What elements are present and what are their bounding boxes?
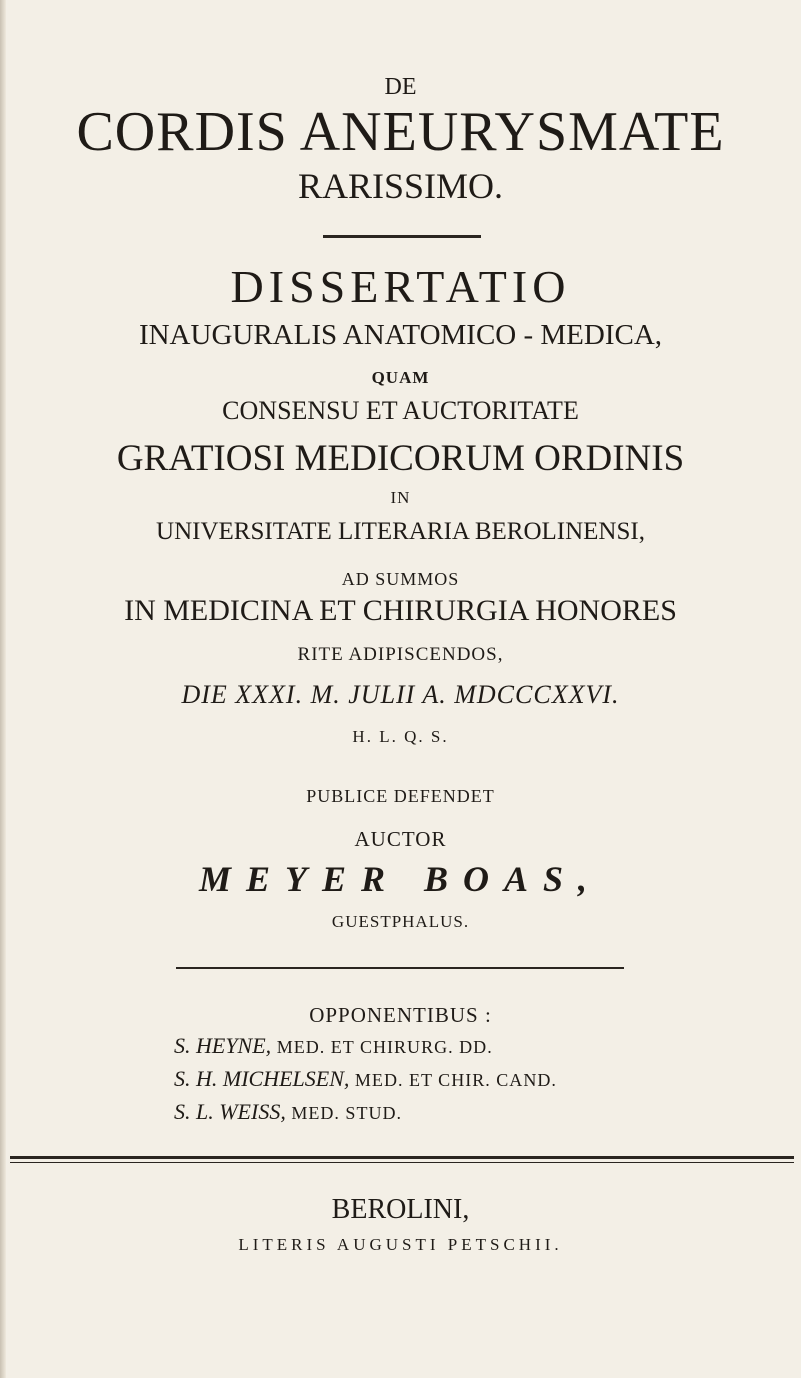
dissertatio-line-1: INAUGURALIS ANATOMICO - MEDICA, (138, 319, 663, 351)
dissertatio-line-7: AD SUMMOS (341, 569, 460, 589)
author-origin: GUESTPHALUS. (331, 912, 470, 931)
defendet-line: PUBLICE DEFENDET (306, 786, 495, 806)
dissertatio-line-3: CONSENSU ET AUCTORITATE (222, 396, 579, 425)
divider-rule (176, 967, 624, 969)
imprint-city: BEROLINI, (331, 1194, 470, 1225)
dissertatio-line-4: GRATIOSI MEDICORUM ORDINIS (116, 438, 685, 479)
opponent-name: S. HEYNE, (174, 1033, 272, 1058)
opponent-name: S. H. MICHELSEN, (174, 1066, 350, 1091)
dissertatio-line-9: RITE ADIPISCENDOS, (297, 644, 504, 665)
main-title: CORDIS ANEURYSMATE (76, 101, 725, 163)
opponent-title: MED. ET CHIRURG. DD. (276, 1037, 493, 1057)
opponent-title: MED. ET CHIR. CAND. (354, 1070, 557, 1090)
opponent-row (174, 1033, 493, 1059)
subtitle: RARISSIMO. (297, 166, 504, 206)
opponent-row (174, 1099, 402, 1125)
opponent-title: MED. STUD. (291, 1103, 403, 1123)
author-name: MEYER BOAS, (198, 859, 603, 899)
imprint-printer: LITERIS AUGUSTI PETSCHII. (238, 1235, 563, 1254)
opponent-row (174, 1066, 557, 1092)
short-rule (323, 235, 481, 238)
title-de: DE (384, 74, 417, 100)
opponent-name: S. L. WEISS, (174, 1099, 286, 1124)
double-rule-top (10, 1156, 794, 1159)
dissertatio-heading: DISSERTATIO (230, 261, 571, 312)
dissertatio-line-2: QUAM (371, 368, 430, 387)
double-rule-bottom (10, 1162, 794, 1163)
dissertatio-line-8: IN MEDICINA ET CHIRURGIA HONORES (124, 594, 677, 627)
dissertatio-line-6: UNIVERSITATE LITERARIA BEROLINENSI, (156, 518, 645, 545)
opponents-heading: OPPONENTIBUS : (309, 1003, 492, 1027)
dissertatio-hlqs: H. L. Q. S. (352, 727, 449, 746)
auctor-line: AUCTOR (354, 827, 447, 851)
dissertatio-date: DIE XXXI. M. JULII A. MDCCCXXVI. (181, 680, 620, 709)
dissertatio-line-5: IN (390, 488, 411, 507)
